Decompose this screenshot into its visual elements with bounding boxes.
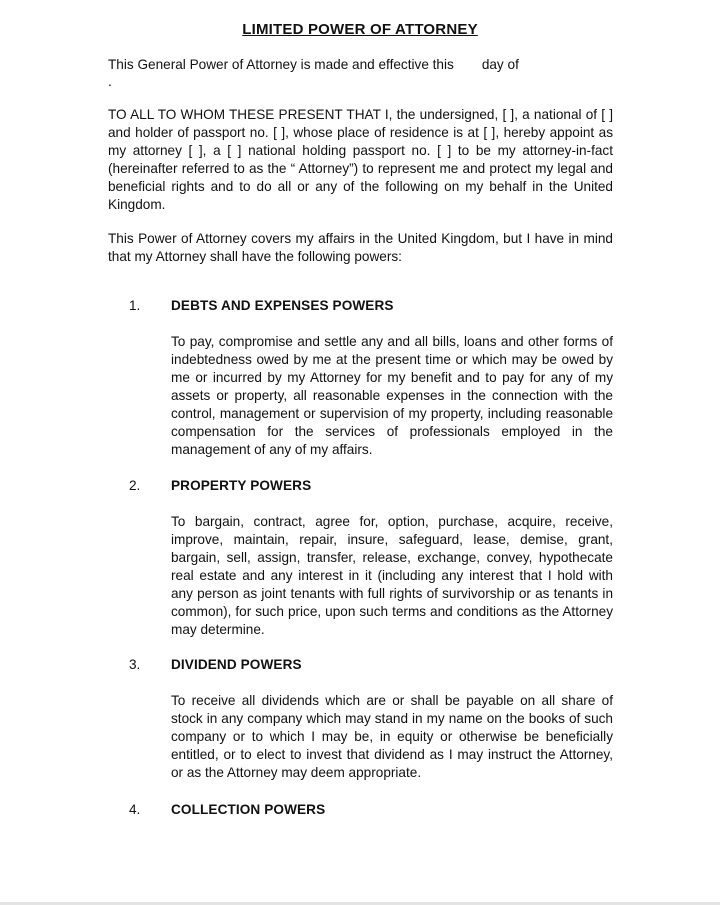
section-heading: DIVIDEND POWERS <box>171 657 302 672</box>
intro-dot: . <box>108 74 112 89</box>
section-heading: COLLECTION POWERS <box>171 802 326 817</box>
appointment-paragraph: TO ALL TO WHOM THESE PRESENT THAT I, the undersigned, [ ], a national of [ ] and holder of passport no. [ ], whose place of residence is at [ ], hereby appoint as my attorney [ ], a [ ] national holding passport no. [ ] to be my attorney-in-fact (hereinafter referred to as the “ Attorney”) to represent me and protect my legal and beneficial rights and to do all or any of the following on my behalf in the United Kingdom. <box>108 107 613 212</box>
section-body: To receive all dividends which are or shall be payable on all share of stock in any company which may stand in my name on the books of such company or to which I may be, in equity or otherwise be beneficially entitled, or to elect to invest that dividend as I may instruct the Attorney, or as the Attorney may deem appropriate. <box>171 693 613 780</box>
section-heading: PROPERTY POWERS <box>171 478 312 493</box>
section-number: 2. <box>129 478 141 493</box>
section-body: To bargain, contract, agree for, option, purchase, acquire, receive, improve, maintain, repair, insure, safeguard, lease, demise, grant, bargain, sell, assign, transfer, release, exchange, convey, hypothecate real estate and any interest in it (including any interest that I hold with any person as joint tenants with full rights of survivorship or as tenants in common), for such price, upon such terms and conditions as the Attorney may determine. <box>171 514 613 637</box>
section-heading: DEBTS AND EXPENSES POWERS <box>171 298 394 313</box>
section-body: To pay, compromise and settle any and all bills, loans and other forms of indebtedness owed by me at the present time or which may be owed by me or incurred by my Attorney for my benefit and to pay for any of my assets or property, all reasonable expenses in the connection with the control, management or supervision of my property, including reasonable compensation for the services of professionals employed in the management of any of my affairs. <box>171 334 613 457</box>
intro-line <box>108 56 613 74</box>
intro-day-of: day of <box>481 57 519 72</box>
section-number: 3. <box>129 657 141 672</box>
scope-paragraph: This Power of Attorney covers my affairs in the United Kingdom, but I have in mind that my Attorney shall have the following powers: <box>108 231 613 264</box>
document-title: LIMITED POWER OF ATTORNEY <box>242 21 478 38</box>
section-number: 4. <box>129 802 141 817</box>
intro-text: This General Power of Attorney is made and effective this <box>108 57 454 72</box>
section-number: 1. <box>129 298 141 313</box>
